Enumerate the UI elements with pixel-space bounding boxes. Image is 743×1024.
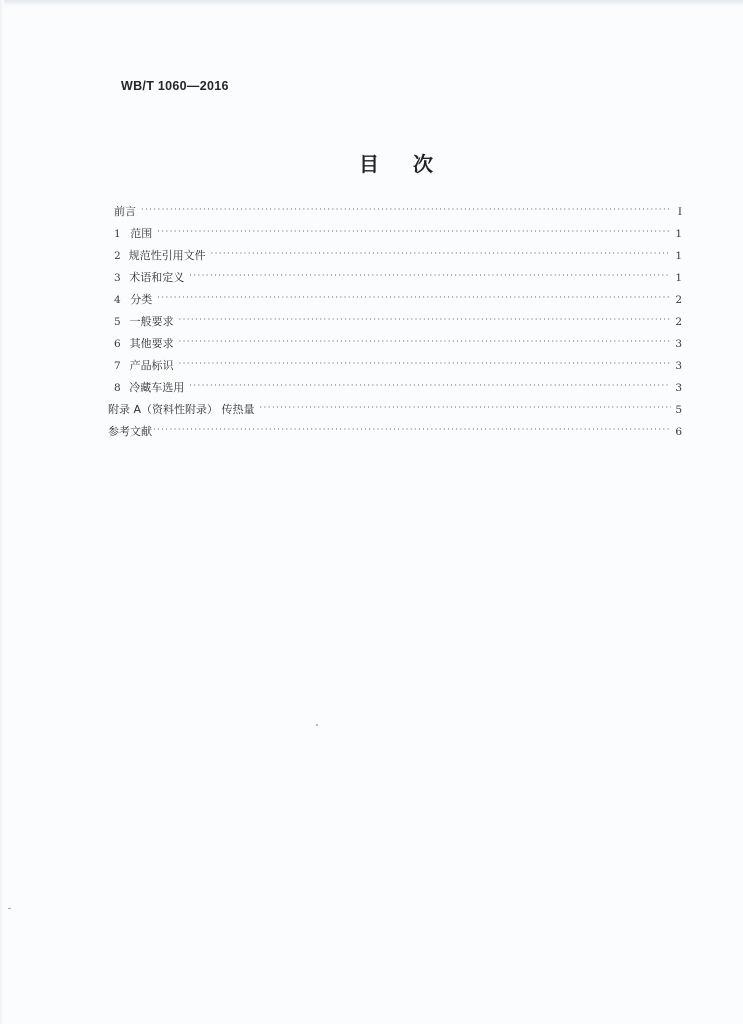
toc-entry-normative-references[interactable] — [114, 247, 682, 263]
toc-leader-dots — [211, 247, 671, 261]
toc-leader-dots — [189, 379, 670, 393]
toc-entry-page: 1 — [675, 228, 682, 240]
toc-leader-dots — [141, 203, 670, 217]
toc-entry-number: 3 — [114, 272, 121, 284]
toc-entry-product-marking[interactable] — [114, 357, 682, 373]
toc-entry-annex-a[interactable] — [108, 401, 682, 417]
toc-entry-page: Ⅰ — [677, 206, 682, 218]
toc-entry-page: 5 — [675, 404, 682, 416]
toc-entry-scope[interactable] — [114, 225, 682, 241]
toc-entry-page: 1 — [675, 250, 682, 262]
toc-entry-number: 2 — [114, 250, 121, 262]
toc-entry-page: 3 — [675, 338, 682, 350]
toc-entry-page: 3 — [675, 382, 682, 394]
toc-leader-dots — [179, 313, 671, 327]
toc-entry-page: 1 — [675, 272, 682, 284]
toc-leader-dots — [260, 401, 672, 415]
toc-leader-dots — [157, 291, 670, 305]
toc-entry-page: 3 — [675, 360, 682, 372]
toc-entry-label: 附录 A（资料性附录） 传热量 — [108, 403, 255, 416]
toc-entry-label: 冷藏车选用 — [129, 381, 185, 394]
toc-entry-number: 8 — [114, 382, 121, 394]
toc-leader-dots — [157, 225, 670, 239]
toc-entry-number: 4 — [114, 294, 121, 306]
toc-entry-label: 术语和定义 — [129, 271, 185, 284]
toc-entry-label: 分类 — [130, 293, 153, 306]
scan-speck — [316, 724, 318, 726]
toc-entry-classification[interactable] — [114, 291, 682, 307]
toc-entry-general-requirements[interactable] — [114, 313, 682, 329]
toc-entry-label: 参考文献 — [108, 425, 152, 438]
toc-entry-label: 其他要求 — [129, 337, 174, 350]
toc-entry-number: 1 — [114, 228, 121, 240]
toc-title: 目次 — [359, 152, 467, 176]
toc-entry-label: 前言 — [114, 205, 136, 218]
toc-entry-number: 7 — [114, 360, 121, 372]
toc-entry-page: 6 — [675, 426, 682, 438]
toc-entry-other-requirements[interactable] — [114, 335, 682, 351]
toc-entry-page: 2 — [675, 316, 682, 328]
toc-entry-label: 产品标识 — [129, 359, 174, 372]
scan-edge-top — [0, 0, 743, 6]
toc-entry-page: 2 — [675, 294, 682, 306]
document-code: WB/T 1060—2016 — [121, 79, 229, 93]
scan-speck — [8, 908, 11, 909]
toc-leader-dots — [189, 269, 670, 283]
toc-entry-refrigerated-truck-selection[interactable] — [114, 379, 682, 395]
toc-entry-label: 规范性引用文件 — [128, 249, 206, 262]
toc-entry-bibliography[interactable] — [108, 423, 682, 439]
toc-leader-dots — [179, 357, 671, 371]
toc-entry-label: 范围 — [130, 227, 153, 240]
toc-entry-label: 一般要求 — [129, 315, 174, 328]
scan-edge-left — [0, 0, 4, 1024]
toc-leader-dots — [153, 423, 670, 437]
toc-entry-terms-definitions[interactable] — [114, 269, 682, 285]
toc-entry-number: 6 — [114, 338, 121, 350]
toc-leader-dots — [179, 335, 671, 349]
toc-entry-number: 5 — [114, 316, 121, 328]
toc-entry-foreword[interactable] — [114, 203, 682, 219]
